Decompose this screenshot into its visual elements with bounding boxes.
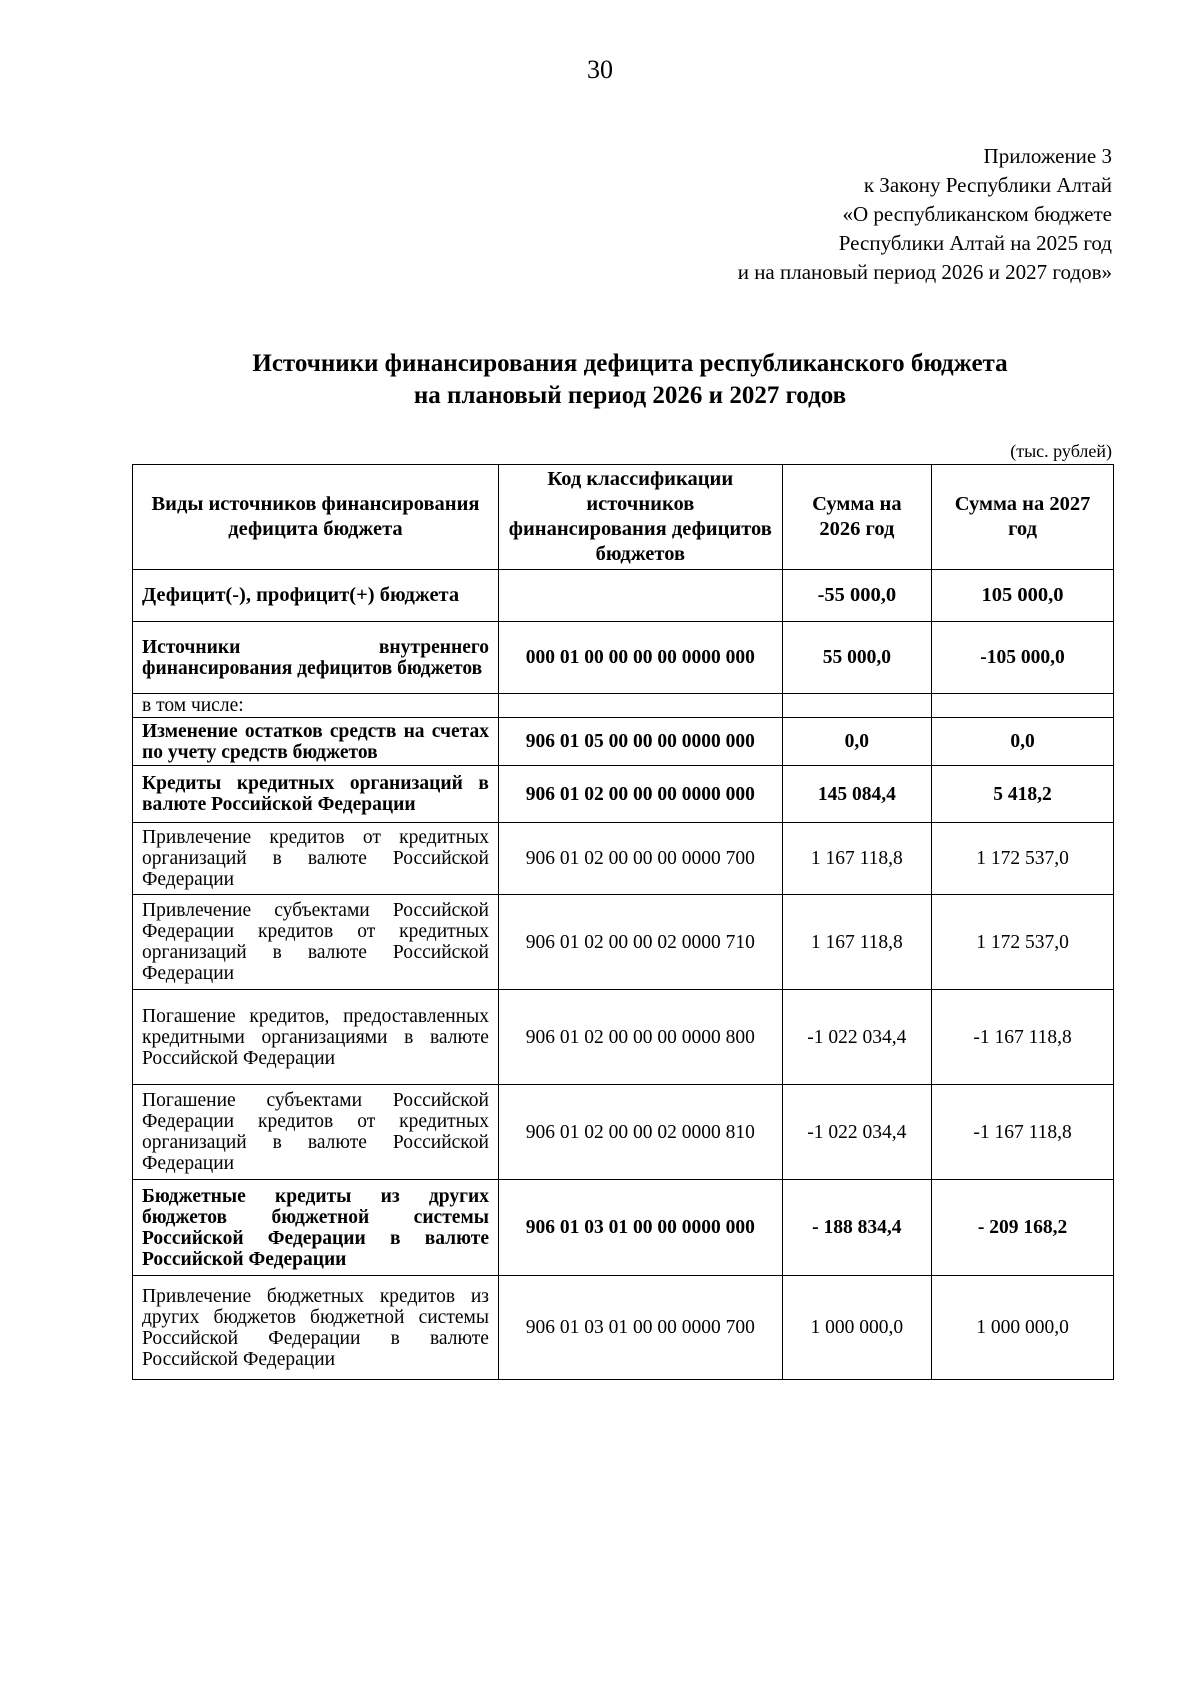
row-code: 906 01 05 00 00 00 0000 000 xyxy=(498,718,782,766)
appendix-line: «О республиканском бюджете xyxy=(842,202,1112,226)
row-sum-2027: 0,0 xyxy=(932,718,1114,766)
page-number: 30 xyxy=(587,55,613,84)
row-sum-2027: -1 167 118,8 xyxy=(932,1085,1114,1180)
table-row xyxy=(133,570,1114,622)
table-row xyxy=(133,718,1114,766)
row-sum-2027: -1 167 118,8 xyxy=(932,990,1114,1085)
row-sum-2026: 55 000,0 xyxy=(782,622,931,694)
row-code: 906 01 02 00 00 00 0000 000 xyxy=(498,766,782,823)
appendix-line: к Закону Республики Алтай xyxy=(863,173,1112,197)
header-sum-2026: Сумма на 2026 год xyxy=(782,465,931,570)
table-row xyxy=(133,1085,1114,1180)
row-name: Кредиты кредитных организаций в валюте Российской Федерации xyxy=(133,766,499,823)
row-name: Погашение субъектами Российской Федерации кредитов от кредитных организаций в валюте Российской Федерации xyxy=(133,1085,499,1180)
row-sum-2027: -105 000,0 xyxy=(932,622,1114,694)
row-name: Привлечение бюджетных кредитов из других бюджетов бюджетной системы Российской Федерации в валюте Российской Федерации xyxy=(133,1276,499,1380)
table-row xyxy=(133,1276,1114,1380)
row-sum-2027: 5 418,2 xyxy=(932,766,1114,823)
row-sum-2026: 1 000 000,0 xyxy=(782,1276,931,1380)
row-sum-2026 xyxy=(782,694,931,718)
row-sum-2027 xyxy=(932,694,1114,718)
row-sum-2026: -1 022 034,4 xyxy=(782,990,931,1085)
table-header-row xyxy=(133,465,1114,570)
row-sum-2026: - 188 834,4 xyxy=(782,1180,931,1276)
table-row xyxy=(133,823,1114,895)
row-sum-2027: - 209 168,2 xyxy=(932,1180,1114,1276)
table-row xyxy=(133,1180,1114,1276)
row-sum-2026: 1 167 118,8 xyxy=(782,895,931,990)
row-sum-2027: 1 000 000,0 xyxy=(932,1276,1114,1380)
appendix-line: и на плановый период 2026 и 2027 годов» xyxy=(737,260,1112,284)
row-code: 906 01 02 00 00 02 0000 710 xyxy=(498,895,782,990)
table-row xyxy=(133,990,1114,1085)
row-code: 906 01 03 01 00 00 0000 700 xyxy=(498,1276,782,1380)
row-code: 906 01 02 00 00 00 0000 800 xyxy=(498,990,782,1085)
row-sum-2026: -1 022 034,4 xyxy=(782,1085,931,1180)
row-sum-2026: 145 084,4 xyxy=(782,766,931,823)
title-line: на плановый период 2026 и 2027 годов xyxy=(413,382,847,409)
row-name: Изменение остатков средств на счетах по учету средств бюджетов xyxy=(133,718,499,766)
row-name: Источники внутреннего финансирования дефицитов бюджетов xyxy=(133,622,499,694)
table-row xyxy=(133,694,1114,718)
title-line: Источники финансирования дефицита республиканского бюджета xyxy=(252,350,1008,377)
row-sum-2027: 1 172 537,0 xyxy=(932,823,1114,895)
row-name: Дефицит(-), профицит(+) бюджета xyxy=(133,570,499,622)
row-code: 906 01 02 00 00 00 0000 700 xyxy=(498,823,782,895)
header-source-type: Виды источников финансирования дефицита бюджета xyxy=(133,465,499,570)
row-code: 906 01 03 01 00 00 0000 000 xyxy=(498,1180,782,1276)
row-name: в том числе: xyxy=(133,694,499,718)
row-sum-2026: -55 000,0 xyxy=(782,570,931,622)
row-name: Бюджетные кредиты из других бюджетов бюджетной системы Российской Федерации в валюте Российской Федерации xyxy=(133,1180,499,1276)
document-title xyxy=(0,348,1200,412)
appendix-note xyxy=(738,142,1112,287)
financing-sources-table xyxy=(132,464,1114,1380)
row-code xyxy=(498,570,782,622)
row-sum-2027: 1 172 537,0 xyxy=(932,895,1114,990)
row-name: Привлечение кредитов от кредитных организаций в валюте Российской Федерации xyxy=(133,823,499,895)
table-row xyxy=(133,622,1114,694)
row-code xyxy=(498,694,782,718)
row-name: Погашение кредитов, предоставленных кредитными организациями в валюте Российской Федерации xyxy=(133,990,499,1085)
row-code: 000 01 00 00 00 00 0000 000 xyxy=(498,622,782,694)
appendix-line: Республики Алтай на 2025 год xyxy=(838,231,1112,255)
row-sum-2027: 105 000,0 xyxy=(932,570,1114,622)
table-row xyxy=(133,895,1114,990)
row-name: Привлечение субъектами Российской Федерации кредитов от кредитных организаций в валюте Российской Федерации xyxy=(133,895,499,990)
table-row xyxy=(133,766,1114,823)
header-classification-code: Код классификации источников финансирования дефицитов бюджетов xyxy=(498,465,782,570)
units-note: (тыс. рублей) xyxy=(1010,441,1112,461)
row-sum-2026: 0,0 xyxy=(782,718,931,766)
row-code: 906 01 02 00 00 02 0000 810 xyxy=(498,1085,782,1180)
header-sum-2027: Сумма на 2027 год xyxy=(932,465,1114,570)
appendix-line: Приложение 3 xyxy=(983,144,1112,168)
row-sum-2026: 1 167 118,8 xyxy=(782,823,931,895)
